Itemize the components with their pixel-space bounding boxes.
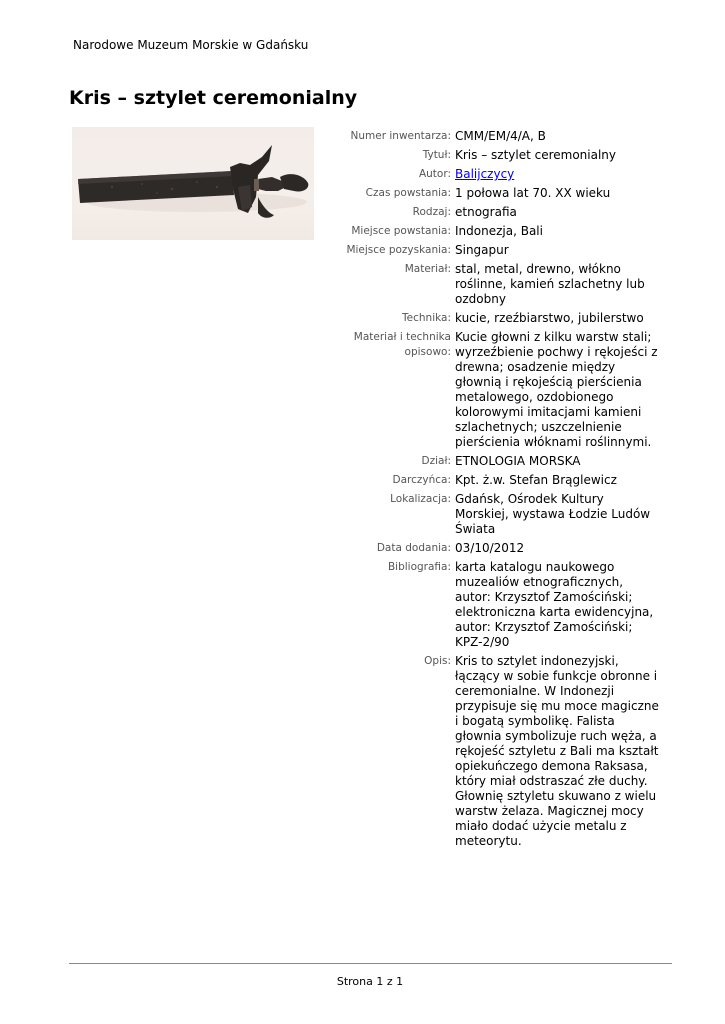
field-value: Gdańsk, Ośrodek Kultury Morskiej, wystawa Łodzie Ludów Świata: [455, 492, 651, 536]
field-value: [455, 167, 670, 182]
field-value: stal, metal, drewno, włókno roślinne, kamień szlachetny lub ozdobny: [455, 262, 645, 306]
field-value: CMM/EM/4/A, B: [455, 129, 546, 143]
field-value: Singapur: [455, 243, 509, 257]
field-material: [340, 262, 670, 307]
field-label: Darczyńca:: [392, 474, 451, 486]
field-value: Indonezja, Bali: [455, 224, 543, 238]
field-label: Technika:: [402, 312, 451, 324]
field-value: 1 połowa lat 70. XX wieku: [455, 186, 611, 200]
field-value: karta katalogu naukowego muzealiów etnograficznych, autor: Krzysztof Zamościński; elektroniczna karta ewidencyjna, autor: Krzysztof Zamościński; KPZ-2/90: [455, 560, 654, 649]
field-value: etnografia: [455, 205, 517, 219]
field-miejsce-powstania: [340, 224, 670, 239]
field-material-opisowo: [340, 330, 670, 450]
field-value: kucie, rzeźbiarstwo, jubilerstwo: [455, 311, 644, 325]
field-label: Rodzaj:: [412, 206, 451, 218]
museum-name: Narodowe Muzeum Morskie w Gdańsku: [73, 38, 309, 52]
field-data-dodania: [340, 541, 670, 556]
field-label: Czas powstania:: [365, 187, 451, 199]
field-label: Materiał:: [404, 263, 451, 275]
field-value: ETNOLOGIA MORSKA: [455, 454, 581, 468]
field-value: 03/10/2012: [455, 541, 525, 555]
field-label: Numer inwentarza:: [350, 130, 451, 142]
field-technika: [340, 311, 670, 326]
field-value: Kpt. ż.w. Stefan Brąglewicz: [455, 473, 617, 487]
field-label: Opis:: [424, 655, 451, 667]
field-miejsce-pozyskania: [340, 243, 670, 258]
field-rodzaj: [340, 205, 670, 220]
field-label: Lokalizacja:: [390, 493, 451, 505]
page-number: Strona 1 z 1: [336, 975, 404, 988]
field-label: Dział:: [421, 455, 451, 467]
field-label: Tytuł:: [422, 149, 451, 161]
footer-divider: [69, 963, 672, 964]
field-tytul: [340, 148, 670, 163]
page-title: Kris – sztylet ceremonialny: [69, 87, 358, 109]
field-label: Data dodania:: [376, 542, 451, 554]
field-label: Miejsce powstania:: [351, 225, 451, 237]
field-lokalizacja: [340, 492, 670, 537]
field-value: Kris to sztylet indonezyjski, łączący w sobie funkcje obronne i ceremonialne. W Indonezji przypisuje się mu moce magiczne i bogatą symbolikę. Falista głownia symbolizuje ruch węża, a rękojeść sztyletu z Bali ma kształt opiekuńczego demona Raksasa, który miał odstraszać złe duchy. Głownię sztyletu skuwano z wielu warstw żelaza. Magicznej mocy miało dodać użycie metalu z meteorytu.: [455, 654, 659, 848]
field-czas-powstania: [340, 186, 670, 201]
field-label: Autor:: [418, 168, 451, 180]
metadata-list: [340, 129, 670, 853]
field-darczynca: [340, 473, 670, 488]
field-label: Materiał i technika opisowo:: [353, 331, 451, 358]
field-dzial: [340, 454, 670, 469]
field-numer-inwentarza: [340, 129, 670, 144]
field-value: Kucie głowni z kilku warstw stali; wyrzeźbienie pochwy i rękojeści z drewna; osadzenie między głownią i rękojeścią pierścienia metalowego, ozdobionego kolorowymi imitacjami kamieni szlachetnych; uszczelnienie pierścienia włóknami roślinnymi.: [455, 330, 658, 449]
field-autor: [340, 167, 670, 182]
field-label: Bibliografia:: [387, 561, 451, 573]
object-photo: [72, 127, 314, 240]
kris-dagger-photo: [72, 127, 314, 240]
field-value: Kris – sztylet ceremonialny: [455, 148, 617, 162]
author-link[interactable]: Balijczycy: [455, 167, 515, 181]
field-bibliografia: [340, 560, 670, 650]
field-opis: [340, 654, 670, 849]
field-label: Miejsce pozyskania:: [346, 244, 451, 256]
